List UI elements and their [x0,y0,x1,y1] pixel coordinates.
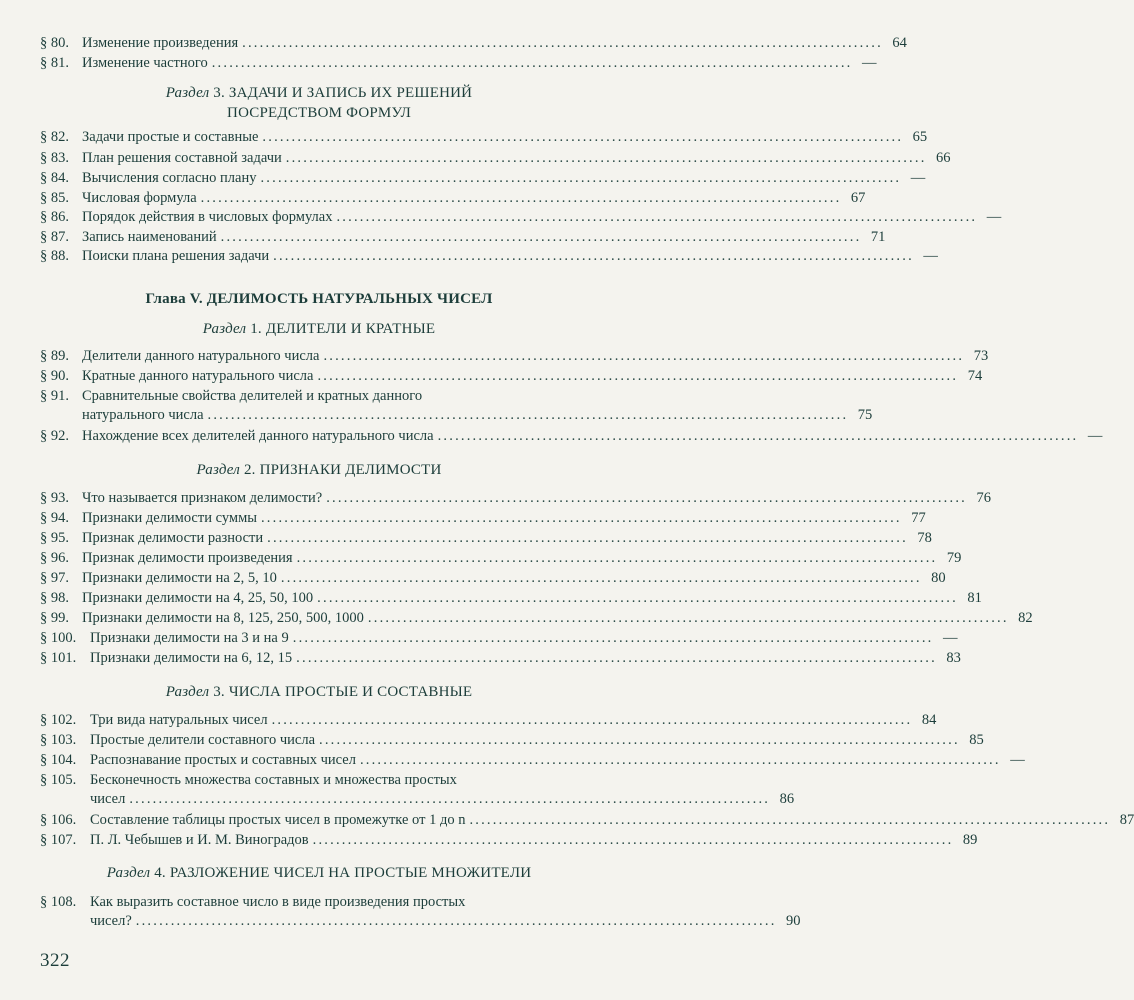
entry-title: Распознавание простых и составных чисел [90,752,356,768]
entry-title: План решения составной задачи [82,150,282,166]
section-prefix: Раздел [165,85,210,101]
toc-entry [40,771,795,809]
section-prefix: Раздел [196,462,241,478]
page-number: 74 [967,368,983,384]
section-number: § 95. [40,530,69,546]
dot-leader: .............................................................................................................. [135,913,777,929]
page-number: 90 [786,913,801,929]
section-title-line1: ЗАДАЧИ И ЗАПИСЬ ИХ РЕШЕНИЙ [228,85,473,101]
page-number: — [1087,428,1103,444]
section-number: 1. [250,321,262,337]
toc-entry [40,529,932,548]
toc-entry [40,489,991,508]
page-number: 75 [857,407,873,423]
chapter-label: Глава V. [145,291,203,307]
entry-title: Изменение произведения [82,35,239,51]
dot-leader: .............................................................................................................. [242,35,883,51]
page-number: 64 [892,35,907,51]
section-number: § 96. [40,550,69,566]
section-number: § 89. [40,348,69,364]
dot-leader: .............................................................................................................. [359,752,1001,768]
section-number: § 80. [40,35,69,51]
dot-leader: .............................................................................................................. [260,510,902,526]
dot-leader: .............................................................................................................. [323,348,965,364]
section-number: 2. [243,462,256,478]
entry-title: Простые делители составного числа [90,732,316,748]
toc-entry [40,609,1033,628]
toc-entry [40,509,926,528]
page-number: — [910,170,926,186]
page-number: — [1010,752,1025,768]
page-number: — [923,248,938,264]
section-number: § 81. [40,55,69,71]
entry-title-line2: натурального числа [82,407,204,423]
section-number: § 99. [40,610,69,626]
page-number: — [943,630,958,646]
section-number: § 82. [40,129,69,145]
page-number: 83 [946,650,961,666]
section-number: § 107. [40,832,77,848]
page-number: 76 [976,490,991,506]
toc-entry [40,228,886,247]
page-number: 82 [1018,610,1033,626]
entry-title-line1: Как выразить составное число в виде произведения простых [90,894,466,910]
section-number: § 84. [40,170,69,186]
toc-entry [40,208,1002,227]
dot-leader: .............................................................................................................. [296,650,937,666]
section-number: § 88. [40,248,69,264]
section-number: § 101. [40,650,77,666]
page-number: 65 [912,129,928,145]
entry-title: Три вида натуральных чисел [90,712,268,728]
dot-leader: .............................................................................................................. [367,610,1009,626]
chapter-heading [40,289,598,309]
section-number: § 100. [40,630,77,646]
dot-leader: .............................................................................................................. [317,590,958,606]
entry-title: Признак делимости произведения [82,550,293,566]
section-number: § 102. [40,712,77,728]
section-title: ДЕЛИТЕЛИ И КРАТНЫЕ [265,321,436,337]
entry-title: Что называется признаком делимости? [82,490,323,506]
dot-leader: .............................................................................................................. [285,150,927,166]
toc-entry [40,347,989,366]
toc-entry [40,189,866,208]
section-number: § 105. [40,772,77,788]
entry-title: Признак делимости разности [82,530,264,546]
page-number: 77 [911,510,926,526]
entry-title: Поиски плана решения задачи [82,248,270,264]
dot-leader: .............................................................................................................. [273,248,914,264]
dot-leader: .............................................................................................................. [292,630,934,646]
section-number: § 106. [40,812,77,828]
toc-entry [40,34,907,53]
section-number: § 98. [40,590,69,606]
section-title: ПРИЗНАКИ ДЕЛИМОСТИ [259,462,442,478]
entry-title: Запись наименований [82,229,217,245]
dot-leader: .............................................................................................................. [336,209,978,225]
entry-title: Признаки делимости на 4, 25, 50, 100 [82,590,314,606]
toc-entry [40,128,928,147]
section-prefix: Раздел [165,684,210,700]
toc-entry [40,54,877,73]
dot-leader: .............................................................................................................. [200,190,842,206]
toc-entry [40,811,1134,830]
page-number: 87 [1119,812,1134,828]
toc-entry [40,427,1103,446]
dot-leader: .............................................................................................................. [317,368,959,384]
entry-title: Признаки делимости на 6, 12, 15 [90,650,293,666]
entry-title: Признаки делимости на 8, 125, 250, 500, 1000 [82,610,364,626]
toc-entry [40,387,873,425]
entry-title: Нахождение всех делителей данного натурального числа [82,428,434,444]
page-number: 78 [917,530,932,546]
entry-title: Кратные данного натурального числа [82,368,314,384]
section-number: § 104. [40,752,77,768]
section-number: § 83. [40,150,69,166]
toc-entry [40,629,958,648]
dot-leader: .............................................................................................................. [267,530,908,546]
section-number: § 97. [40,570,69,586]
page-number: 81 [967,590,982,606]
page-number: 84 [921,712,937,728]
toc-entry [40,549,962,568]
section-title-line2: ПОСРЕДСТВОМ ФОРМУЛ [227,105,411,121]
section-title: РАЗЛОЖЕНИЕ ЧИСЕЛ НА ПРОСТЫЕ МНОЖИТЕЛИ [169,865,532,881]
entry-title: Признаки делимости суммы [82,510,257,526]
toc-entry [40,831,978,850]
entry-title-line1: Бесконечность множества составных и множества простых [90,772,457,788]
page-number: 67 [850,190,866,206]
page-number: 71 [870,229,886,245]
section-heading [40,682,598,702]
dot-leader: .............................................................................................................. [326,490,967,506]
page-number: 73 [973,348,989,364]
page-number: — [986,209,1002,225]
section-prefix: Раздел [202,321,247,337]
toc-entry [40,169,926,188]
dot-leader: .............................................................................................................. [207,407,849,423]
toc-entry [40,247,938,266]
section-number: § 94. [40,510,69,526]
section-number: § 93. [40,490,69,506]
section-heading [40,460,598,480]
section-number: 3. [213,684,225,700]
section-heading [40,863,598,883]
entry-title: Задачи простые и составные [82,129,259,145]
toc-entry [40,367,983,386]
toc-entry [40,149,951,168]
dot-leader: .............................................................................................................. [220,229,862,245]
entry-title: П. Л. Чебышев и И. М. Виноградов [90,832,309,848]
dot-leader: .............................................................................................................. [469,812,1111,828]
section-prefix: Раздел [106,865,151,881]
entry-title: Порядок действия в числовых формулах [82,209,333,225]
dot-leader: .............................................................................................................. [312,832,954,848]
entry-title-line2: чисел [90,791,126,807]
section-number: § 85. [40,190,69,206]
section-number: § 91. [40,388,69,404]
page-number: — [861,55,877,71]
section-heading [40,319,598,339]
dot-leader: .............................................................................................................. [129,791,771,807]
dot-leader: .............................................................................................................. [296,550,938,566]
dot-leader: .............................................................................................................. [280,570,922,586]
toc-entry [40,751,1025,770]
entry-title: Признаки делимости на 2, 5, 10 [82,570,277,586]
section-heading-cont [40,103,598,123]
toc-entry [40,589,982,608]
section-number: § 92. [40,428,69,444]
page-folio: 322 [40,950,70,971]
dot-leader: .............................................................................................................. [211,55,853,71]
entry-title: Изменение частного [82,55,208,71]
dot-leader: .............................................................................................................. [437,428,1079,444]
chapter-title: ДЕЛИМОСТЬ НАТУРАЛЬНЫХ ЧИСЕЛ [206,291,493,307]
toc-entry [40,649,961,668]
page-number: 80 [931,570,946,586]
page-number: 66 [936,150,951,166]
toc-entry [40,569,946,588]
dot-leader: .............................................................................................................. [260,170,902,186]
page-number: 89 [962,832,978,848]
entry-title: Признаки делимости на 3 и на 9 [90,630,289,646]
section-number: § 103. [40,732,77,748]
section-number: § 86. [40,209,69,225]
toc-entry [40,731,984,750]
entry-title-line1: Сравнительные свойства делителей и кратных данного [82,388,423,404]
entry-title: Делители данного натурального числа [82,348,320,364]
dot-leader: .............................................................................................................. [262,129,904,145]
section-number: § 87. [40,229,69,245]
section-heading [40,83,598,103]
dot-leader: .............................................................................................................. [319,732,960,748]
toc-entry [40,893,801,931]
toc-entry [40,711,937,730]
page-number: 86 [779,791,795,807]
page-number: 85 [969,732,984,748]
entry-title-line2: чисел? [90,913,132,929]
entry-title: Вычисления согласно плану [82,170,257,186]
section-number: 3. [213,85,225,101]
dot-leader: .............................................................................................................. [271,712,913,728]
section-number: § 90. [40,368,69,384]
entry-title: Составление таблицы простых чисел в промежутке от 1 до n [90,812,466,828]
page-number: 79 [946,550,962,566]
section-number: 4. [154,865,166,881]
entry-title: Числовая формула [82,190,197,206]
section-title: ЧИСЛА ПРОСТЫЕ И СОСТАВНЫЕ [228,684,473,700]
section-number: § 108. [40,894,77,910]
